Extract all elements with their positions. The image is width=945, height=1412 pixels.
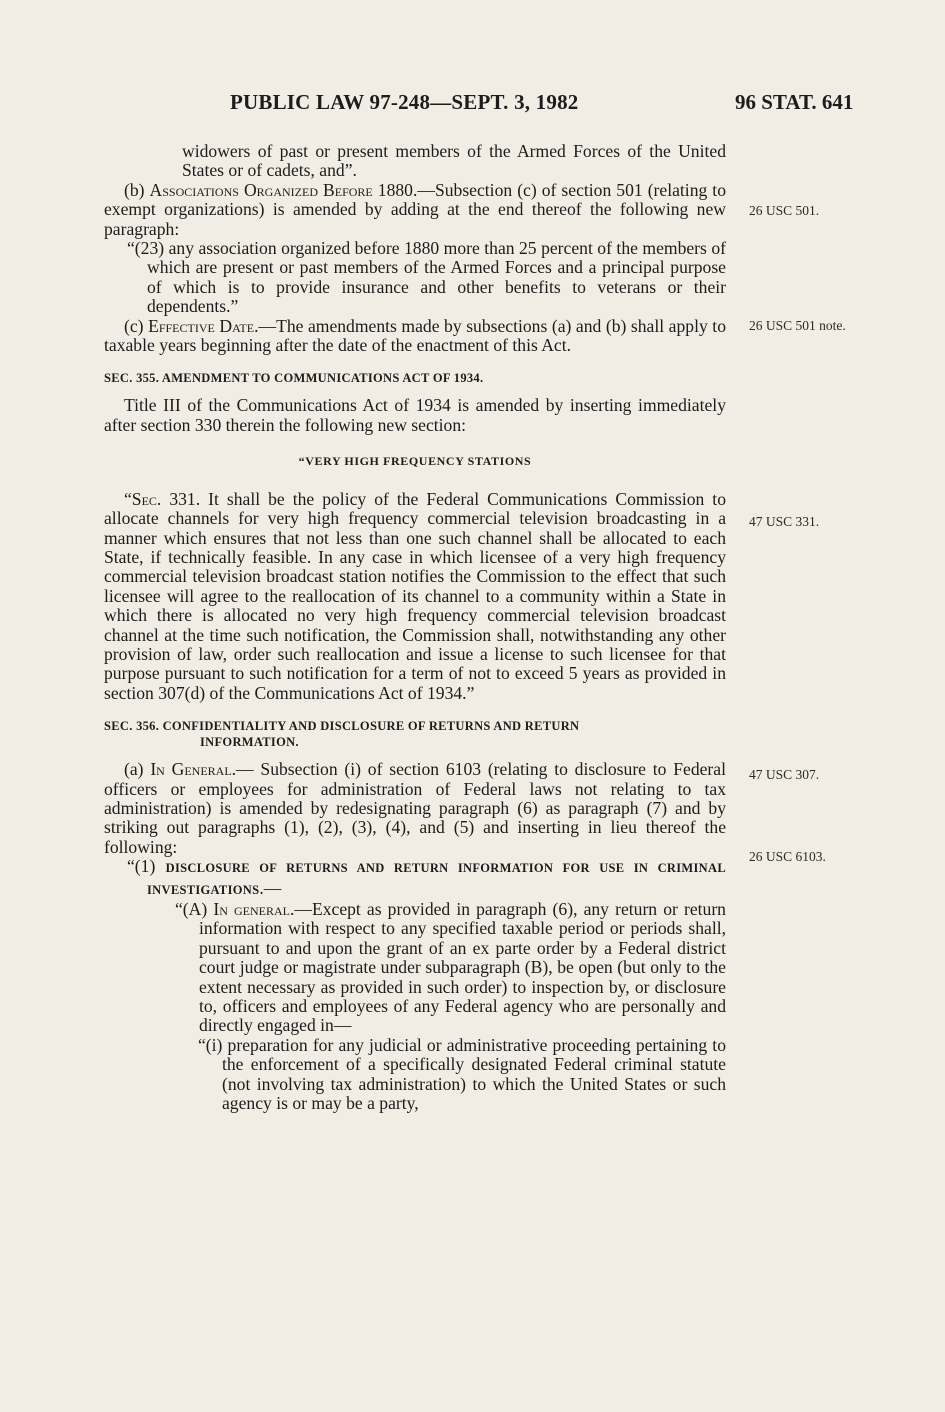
margin-note-usc: 26 USC 6103.	[749, 849, 826, 864]
page-header-stat: 96 STAT. 641	[735, 90, 854, 114]
paragraph-title-iii: Title III of the Communications Act of 1934 is amended by inserting immediately after section 330 therein the following new section:	[104, 395, 726, 435]
paragraph-sec-331: “Sec. 331. It shall be the policy of the Federal Communications Commission to allocate channels for very high frequency commercial television broadcasting in a manner which ensures that not less than one such channel shall be allocated to each State, if technically feasible. In any case in which licensee of a very high frequency commercial television broadcast station notifies the Commission to the effect that such licensee will agree to the reallocation of its channel to a community within a State in which there is allocated no very high frequency commercial television broadcast channel at the time such notification, the Commission shall, notwithstanding any other provision of law, order such reallocation and issue a license to such licensee for that purpose pursuant to such notification for a term of not to exceed 5 years as provided in section 307(d) of the Communications Act of 1934.”	[104, 488, 726, 703]
body-text	[104, 142, 726, 1113]
paragraph-23: “(23) any association organized before 1880 more than 25 percent of the members of which are present or past members of the Armed Forces and a principal purpose of which is to provide insurance and other benefits to veterans or their dependents.”	[127, 238, 726, 317]
paragraph-subsection-c: (c) Effective Date.—The amendments made by subsections (a) and (b) shall apply to taxable years beginning after the date of the enactment of this Act.	[104, 315, 726, 356]
very-high-frequency-heading: “VERY HIGH FREQUENCY STATIONS	[298, 454, 532, 469]
section-356-heading: SEC. 356. CONFIDENTIALITY AND DISCLOSURE OF RETURNS AND RETURN INFORMATION.	[104, 719, 580, 750]
paragraph-1-disclosure: “(1) DISCLOSURE OF RETURNS AND RETURN INFORMATION FOR USE IN CRIMINAL INVESTIGATIONS.—	[127, 856, 726, 898]
paragraph-A-in-general: “(A) In general.—Except as provided in paragraph (6), any return or return information with respect to any specified taxable period or periods shall, pursuant to and upon the grant of an ex parte order by a Federal district court judge or magistrate under subparagraph (B), be open (but only to the extent necessary as provided in such order) to inspection by, or disclosure to, officers and employees of any Federal agency who are personally and directly engaged in—	[175, 899, 726, 1036]
margin-note-usc: 47 USC 331.	[749, 514, 820, 529]
margin-note-usc: 26 USC 501 note.	[749, 318, 846, 333]
page-header-title: PUBLIC LAW 97-248—SEPT. 3, 1982	[230, 90, 579, 114]
margin-note-usc: 26 USC 501.	[749, 203, 820, 218]
paragraph-i-preparation: “(i) preparation for any judicial or administrative proceeding pertaining to the enforcement of a specifically designated Federal criminal statute (not involving tax administration) to which the United States or such agency is or may be a party,	[198, 1034, 726, 1114]
subsection-a-heading: In General	[150, 759, 232, 780]
section-355-heading: SEC. 355. AMENDMENT TO COMMUNICATIONS ACT OF 1934.	[104, 371, 484, 386]
paragraph-subsection-a: (a) In General.— Subsection (i) of section 6103 (relating to disclosure to Federal officers or employees for administration of Federal laws not relating to tax administration) is amended by redesignating paragraph (6) as paragraph (7) and by striking out paragraphs (1), (2), (3), (4), and (5) and inserting in lieu thereof the following:	[104, 759, 726, 857]
paragraph-subsection-b: (b) Associations Organized Before 1880.—Subsection (c) of section 501 (relating to exempt organizations) is amended by adding at the end thereof the following new paragraph:	[104, 179, 726, 239]
paragraph-widowers: widowers of past or present members of the Armed Forces of the United States or of cadets, and”.	[182, 141, 726, 181]
subsection-b-heading: Associations Organized Before	[149, 179, 373, 200]
subsection-c-heading: Effective Date	[148, 315, 255, 336]
margin-note-usc: 47 USC 307.	[749, 767, 820, 782]
